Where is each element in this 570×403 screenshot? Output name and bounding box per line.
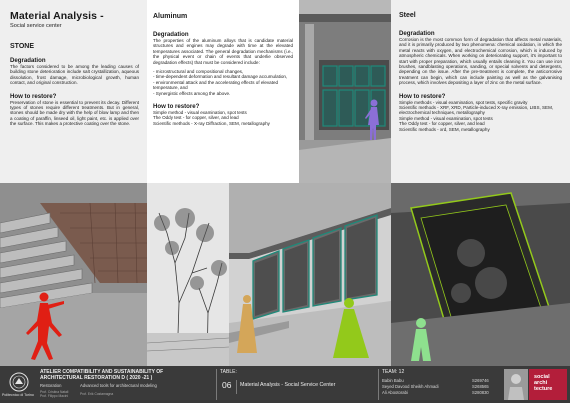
steel-heading: Steel (399, 12, 416, 19)
module-modeling: Advanced tools for architectural modeling (80, 383, 157, 388)
plan-illustration (391, 183, 570, 366)
member-name: Ali Abootorabi (382, 390, 408, 395)
steel-panel (391, 0, 570, 183)
list-item: Scientific methods - XRF, XRD, Particle-induced X-ray emission, LIBS, SEM, electrochemical techniques, metallography (399, 105, 554, 116)
steel-restore-title: How to restore? (399, 92, 446, 100)
list-item: Simple method - visual examination, spot tests (399, 115, 493, 121)
list-item: - microstructural and compositional changes, (153, 69, 244, 75)
table-label: TABLE: (220, 369, 237, 375)
stone-degradation-text: The factors considered to be among the leading causes of building stone deterioration include salt crystallization, aqueous dissolution, frost damage, microbiological growth, human contact, and original construction. (10, 64, 139, 86)
building-illustration (229, 183, 391, 366)
stairs-illustration (0, 183, 147, 366)
aluminum-heading: Aluminum (153, 13, 188, 20)
list-item: The Oddy test - for copper, silver, and lead (399, 121, 485, 127)
course-line-1: ATELIER COMPATIBILITY AND SUSTAINABILITY OF (40, 369, 164, 375)
aluminum-restore-title: How to restore? (153, 103, 200, 111)
trees-illustration (147, 183, 229, 366)
page-subtitle: Social service center (10, 23, 62, 29)
member-name: Babin Babu (382, 378, 404, 383)
badge-photo (504, 369, 528, 400)
plan-photo (391, 183, 570, 366)
building-photo (229, 183, 391, 366)
list-item: Simple method - visual examination, spot tests (153, 110, 247, 116)
badge-figure-illustration (504, 369, 528, 400)
member-id: S269746 (472, 378, 489, 383)
badge-label (534, 374, 552, 392)
list-item: Simple methods - visual examination, spot tests, specific gravity (399, 99, 528, 105)
stone-degradation-title: Degradation (10, 57, 46, 64)
badge-line: archi (534, 380, 548, 386)
badge-line: social (534, 374, 550, 380)
course-line-2: ARCHITECTURAL RESTORATION D ( 2020 -21 ) (40, 375, 153, 381)
stone-panel (0, 0, 147, 183)
steel-degradation-text: Corrosion is the most common form of degradation that affects metal materials, and it is primarily produced by two phenomena: chemical oxidation, in which the metal reacts with oxygen, and electrochemical corrosion, which is induced by atmospheric chemicals. When working on deteriorating support, it's important to start with proper preparation, which usually entails cleaning it. You can use iron brushes, sandblasting operations, sanding, or special solvents and detergents, depending on the issue. After the pre-treatment is complete, the anticorrosive treatment can begin, which can include painting as well as the galvanising process, which involves depositing a layer of zinc on the metal surface. (399, 37, 562, 86)
facade-illustration (299, 0, 391, 183)
trees-photo (147, 183, 229, 366)
module-restoration: Restoration (40, 383, 62, 388)
list-item: Scientific methods - xrd, SEM, metallography (399, 126, 490, 132)
module-restoration-profs: Prof. Cristina Natali Prof. Filippo Macini (40, 390, 69, 398)
stone-restore-title: How to restore? (10, 92, 57, 100)
table-number: 06 (222, 380, 232, 390)
badge-line: tecture (534, 386, 553, 392)
list-item: Scientific methods - X-ray Diffraction, SEM, metallography (153, 120, 270, 126)
university-name: Politecnico di Torino (2, 393, 34, 397)
stairs-photo (0, 183, 147, 366)
divider (216, 369, 217, 400)
facade-photo (299, 0, 391, 183)
list-item: - time-dependent deformation and resultant damage accumulation, (153, 74, 288, 80)
stone-heading: STONE (10, 43, 34, 50)
list-item: The Oddy test - for copper, silver, and lead (153, 115, 239, 121)
team-label: TEAM: 12 (382, 369, 405, 375)
member-id: S280830 (472, 390, 489, 395)
list-item: - environmental attack and the accelerating effects of elevated temperature, and (153, 79, 279, 91)
aluminum-degradation-list (153, 69, 293, 96)
list-item: - Synergistic effects among the above. (153, 90, 231, 96)
divider (236, 380, 237, 394)
module-modeling-prof: Prof. Erik Costamagna (80, 392, 114, 396)
page-title: Material Analysis - (10, 10, 104, 22)
stone-restore-text: Preservation of stone is essential to prevent its decay. Different types of stones require different treatments. But in general, stones should be made dry with the help of blow lamp and then a coating of paraffin, linseed oil, light paint, etc. is applied over the surface. This makes a protective coating over the stone. (10, 99, 139, 127)
member-id: S268565 (472, 384, 489, 389)
aluminum-degradation-text: The properties of the aluminum alloys that is candidate material structures and engines may degrade with time at the elevated temperatures associated. The general degradation mechanisms (i.e., the physical event or chain of events that underlie observed degradation effects) that must be considered include: (153, 38, 293, 65)
divider (378, 369, 379, 400)
aluminum-degradation-title: Degradation (153, 31, 189, 38)
table-title: Material Analysis - Social Service Center (240, 382, 336, 388)
footer-bar (0, 366, 570, 403)
steel-degradation-title: Degradation (399, 30, 435, 37)
course-title (40, 369, 163, 381)
member-name: Seyed Davood Sheikh Ahmadi (382, 384, 439, 389)
aluminum-panel (147, 0, 299, 183)
social-architecture-badge (529, 369, 567, 400)
